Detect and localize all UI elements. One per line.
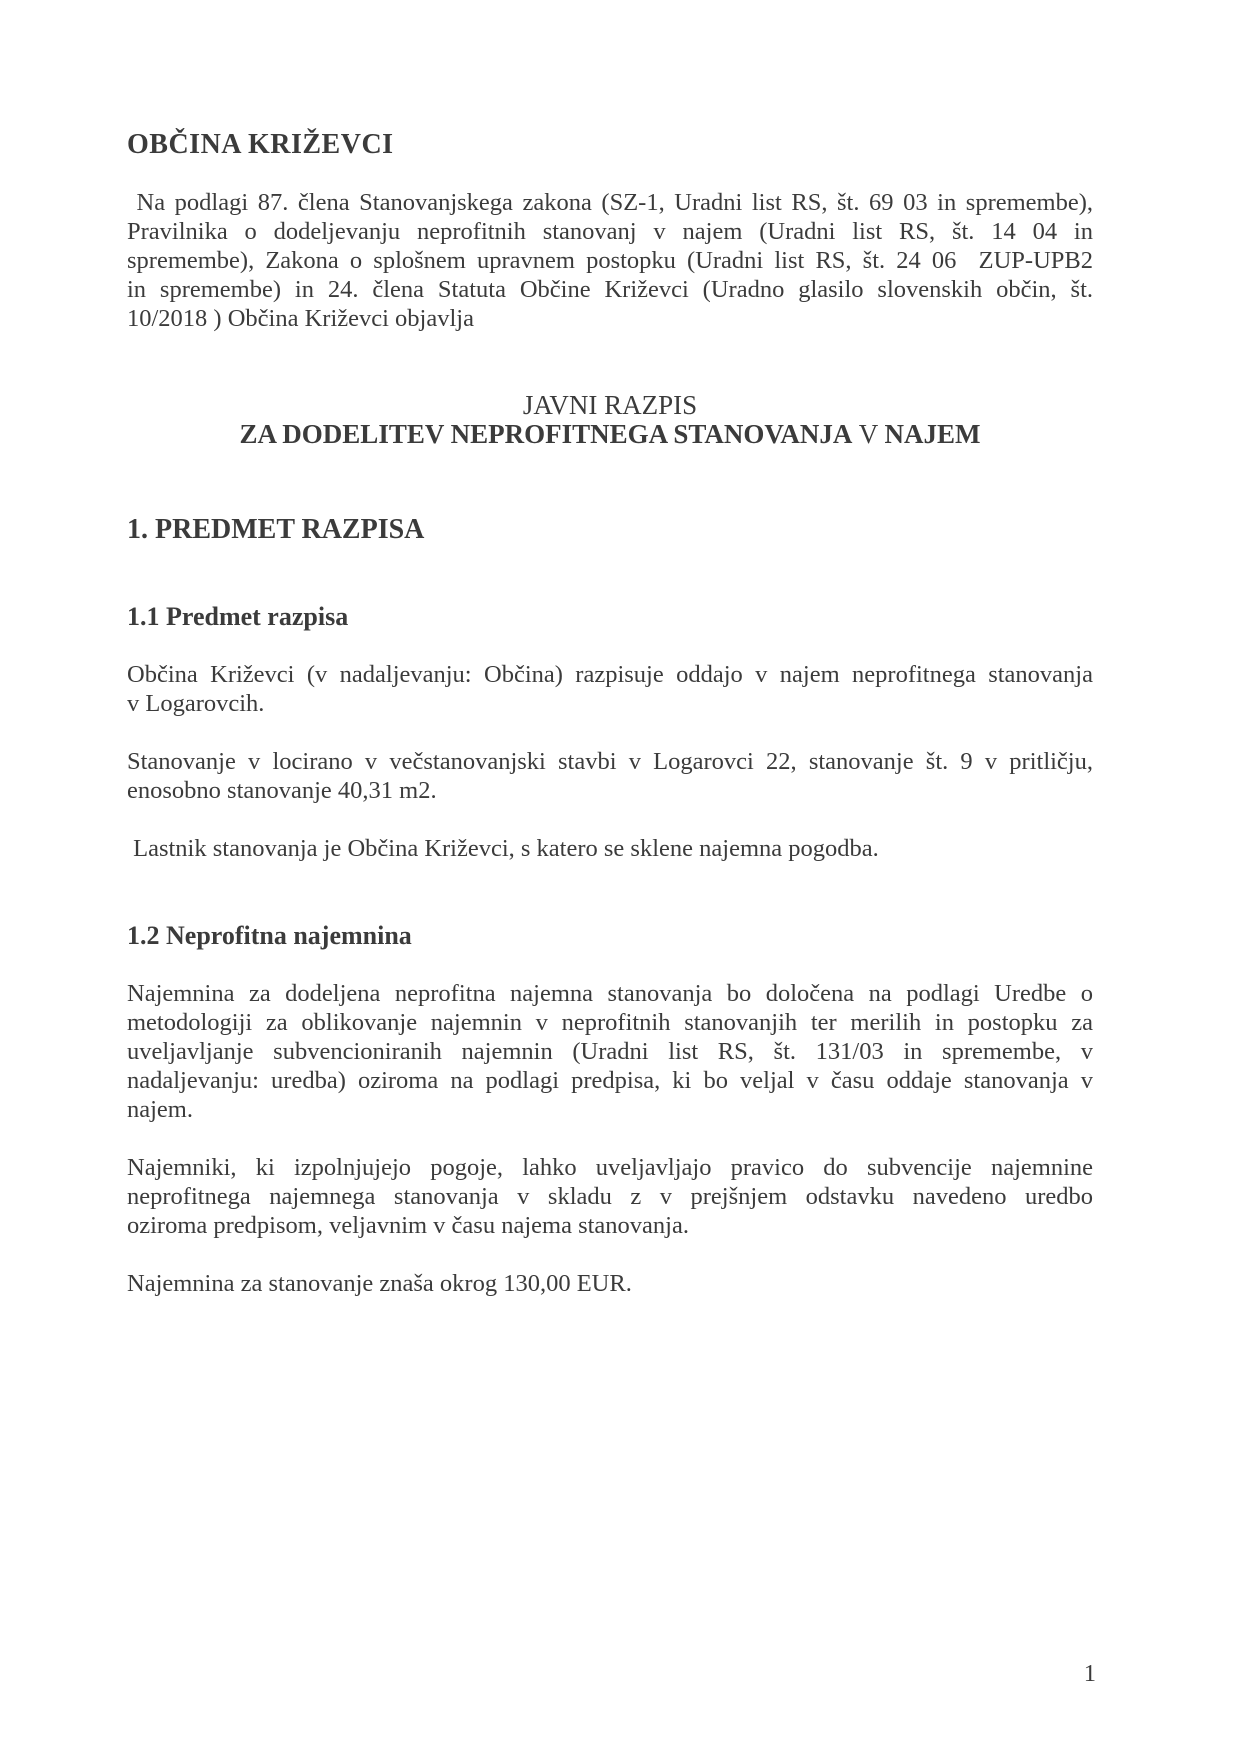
main-heading-line-2-bold-end: NAJEM [884, 419, 981, 449]
text-line: v Logarovcih. [127, 690, 265, 717]
main-heading-line-1: JAVNI RAZPIS [522, 390, 698, 420]
subsection-1-2-paragraph-a [127, 979, 1093, 1124]
document-content [127, 130, 1093, 1298]
subsection-1-2-heading: 1.2 Neprofitna najemnina [127, 921, 412, 950]
text-line: Občina Križevci (v nadaljevanju: Občina) razpisuje oddajo v najem neprofitnega stanovanja [127, 661, 1093, 688]
text-line: enosobno stanovanje 40,31 m2. [127, 777, 437, 804]
text-line: Na podlagi 87. člena Stanovanjskega zakona (SZ-1, Uradni list RS, št. 69 03 in spremembe), [127, 189, 1093, 216]
subsection-1-1-heading: 1.1 Predmet razpisa [127, 602, 349, 631]
text-line: nadaljevanju: uredba) oziroma na podlagi predpisa, ki bo veljal v času oddaje stanovanja v [127, 1067, 1093, 1094]
text-line: neprofitnega najemnega stanovanja v skladu z v prejšnjem odstavku navedeno uredbo [127, 1183, 1093, 1210]
main-heading-line-2-bold-start: ZA DODELITEV NEPROFITNEGA STANOVANJA [239, 419, 853, 449]
document-title: OBČINA KRIŽEVCI [127, 129, 394, 160]
main-heading-line-2 [127, 420, 1093, 449]
page-number: 1 [1083, 1660, 1096, 1687]
text-line: Pravilnika o dodeljevanju neprofitnih stanovanj v najem (Uradni list RS, št. 14 04 in [127, 218, 1093, 245]
text-line: uveljavljanje subvencioniranih najemnin (Uradni list RS, št. 131/03 in spremembe, v [127, 1038, 1093, 1065]
subsection-1-1-paragraph-c [127, 834, 1093, 863]
text-line: Najemnina za dodeljena neprofitna najemna stanovanja bo določena na podlagi Uredbe o [127, 980, 1093, 1007]
main-heading-line-2-regular: V [858, 419, 878, 449]
text-line: Najemniki, ki izpolnjujejo pogoje, lahko uveljavljajo pravico do subvencije najemnine [127, 1154, 1093, 1181]
text-line: in spremembe) in 24. člena Statuta Občine Križevci (Uradno glasilo slovenskih občin, št. [127, 276, 1093, 303]
section-1-heading: 1. PREDMET RAZPISA [127, 514, 425, 545]
text-line: oziroma predpisom, veljavnim v času najema stanovanja. [127, 1212, 689, 1239]
main-heading [127, 391, 1093, 449]
text-line: Lastnik stanovanja je Občina Križevci, s katero se sklene najemna pogodba. [127, 835, 879, 862]
text-line: spremembe), Zakona o splošnem upravnem postopku (Uradni list RS, št. 24 06 ZUP-UPB2 [127, 247, 1093, 274]
text-line: Stanovanje v locirano v večstanovanjski stavbi v Logarovci 22, stanovanje št. 9 v pritličju, [127, 748, 1093, 775]
subsection-1-2-paragraph-b [127, 1153, 1093, 1240]
subsection-1-2-paragraph-c [127, 1269, 1093, 1298]
text-line: metodologiji za oblikovanje najemnin v neprofitnih stanovanjih ter merilih in postopku za [127, 1009, 1093, 1036]
text-line: 10/2018 ) Občina Križevci objavlja [127, 305, 474, 332]
intro-paragraph [127, 188, 1093, 333]
text-line: Najemnina za stanovanje znaša okrog 130,00 EUR. [127, 1270, 632, 1297]
text-line: najem. [127, 1096, 193, 1123]
subsection-1-1-paragraph-a [127, 660, 1093, 718]
subsection-1-1-paragraph-b [127, 747, 1093, 805]
